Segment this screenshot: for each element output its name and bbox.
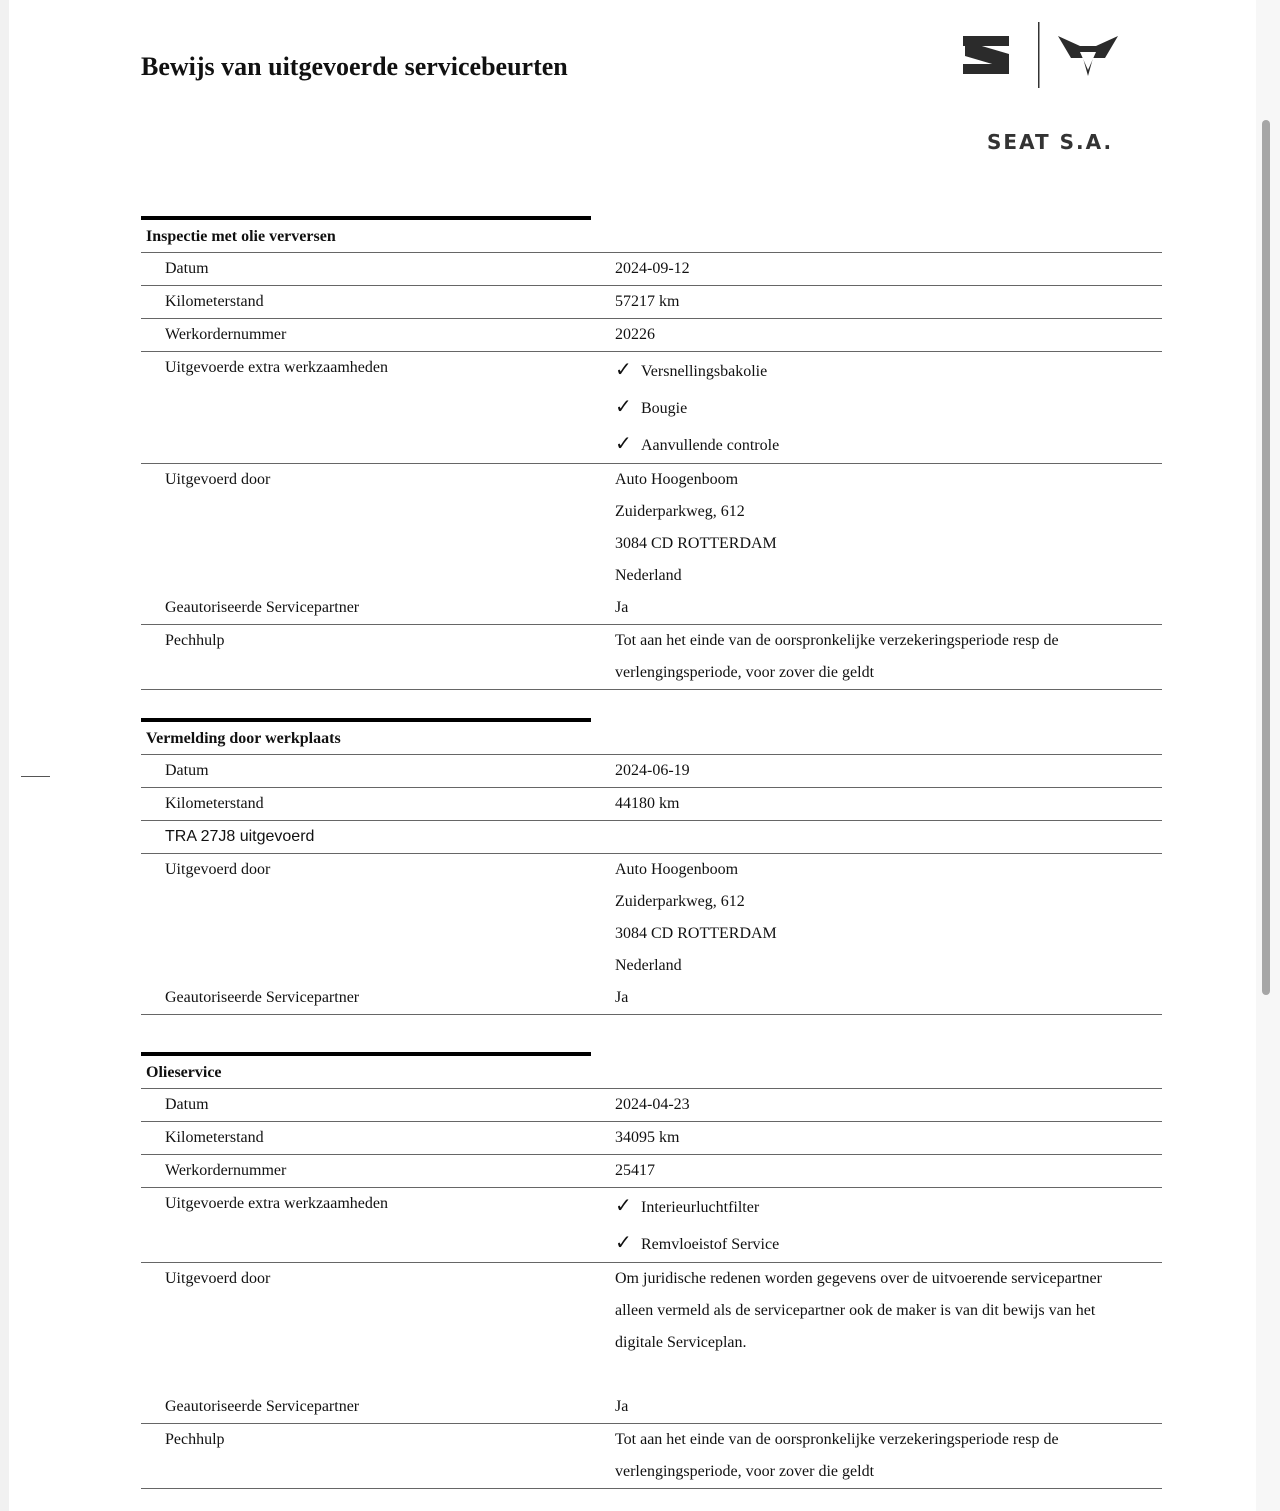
row-label: Werkordernummer <box>165 326 287 343</box>
seat-cupra-logo-icon <box>955 18 1135 128</box>
row-value: 25417 <box>615 1162 655 1179</box>
check-item <box>615 1188 1162 1225</box>
row-value: 34095 km <box>615 1129 680 1146</box>
table-row <box>141 1155 1162 1188</box>
row-value: Ja <box>615 1398 629 1415</box>
cupra-icon-cutout <box>1080 52 1096 70</box>
row-value: 20226 <box>615 326 655 343</box>
row-value: 2024-06-19 <box>615 762 690 779</box>
check-icon: ✓ <box>615 1230 632 1254</box>
workshop-note: TRA 27J8 uitgevoerd <box>165 828 315 845</box>
row-value-line: verlengingsperiode, voor zover die geldt <box>615 1463 875 1480</box>
row-value-line: verlengingsperiode, voor zover die geldt <box>615 664 875 681</box>
service-section <box>141 216 1162 690</box>
row-value: 2024-09-12 <box>615 260 690 277</box>
table-row <box>141 1391 1162 1424</box>
section-title: Olieservice <box>141 1056 1162 1089</box>
address-line: Nederland <box>615 957 682 974</box>
table-row <box>141 286 1162 319</box>
check-icon: ✓ <box>615 357 632 381</box>
table-row <box>141 253 1162 286</box>
row-value: Ja <box>615 989 629 1006</box>
row-label: Datum <box>165 260 209 277</box>
table-row <box>141 319 1162 352</box>
row-label: Werkordernummer <box>165 1162 287 1179</box>
logo-text: SEAT S.A. <box>987 130 1114 154</box>
row-label: Pechhulp <box>165 1431 225 1448</box>
spacer <box>615 1359 1162 1391</box>
scrollbar-thumb[interactable] <box>1262 120 1270 995</box>
section-title: Inspectie met olie verversen <box>141 220 1162 253</box>
service-section <box>141 718 1162 1015</box>
row-label: Kilometerstand <box>165 1129 264 1146</box>
table-row <box>141 352 1162 464</box>
address-line: Auto Hoogenboom <box>615 471 739 488</box>
page-marker <box>21 776 50 777</box>
row-value-line: digitale Serviceplan. <box>615 1334 747 1351</box>
scrollbar-track[interactable] <box>1256 0 1280 1511</box>
check-icon: ✓ <box>615 1193 632 1217</box>
row-label: Geautoriseerde Servicepartner <box>165 1398 360 1415</box>
address-line: Zuiderparkweg, 612 <box>615 893 745 910</box>
table-row <box>141 788 1162 821</box>
row-label: Geautoriseerde Servicepartner <box>165 599 360 616</box>
table-row <box>141 1424 1162 1489</box>
row-label: Kilometerstand <box>165 795 264 812</box>
row-label: Uitgevoerd door <box>165 471 271 488</box>
address-line: Zuiderparkweg, 612 <box>615 503 745 520</box>
check-item-label: Interieurluchtfilter <box>641 1199 760 1216</box>
row-value: Ja <box>615 599 629 616</box>
check-item-label: Remvloeistof Service <box>641 1236 780 1253</box>
seat-logo <box>955 18 1135 154</box>
table-row <box>141 592 1162 625</box>
table-row <box>141 821 1162 854</box>
check-item <box>615 426 1162 463</box>
address-line: 3084 CD ROTTERDAM <box>615 535 777 552</box>
check-icon: ✓ <box>615 431 632 455</box>
seat-s-top-bar <box>963 36 1009 46</box>
check-item <box>615 1225 1162 1262</box>
table-row <box>141 1122 1162 1155</box>
row-label: Pechhulp <box>165 632 225 649</box>
row-label: Geautoriseerde Servicepartner <box>165 989 360 1006</box>
table-row <box>141 1089 1162 1122</box>
row-label: Kilometerstand <box>165 293 264 310</box>
viewer-left-edge <box>0 0 9 1511</box>
row-value: 2024-04-23 <box>615 1096 690 1113</box>
row-value-line: alleen vermeld als de servicepartner ook de maker is van dit bewijs van het <box>615 1302 1096 1319</box>
check-item-label: Versnellingsbakolie <box>641 363 768 380</box>
service-section <box>141 1052 1162 1489</box>
logo-divider <box>1038 22 1040 88</box>
row-value-line: Tot aan het einde van de oorspronkelijke verzekeringsperiode resp de <box>615 632 1059 649</box>
check-icon: ✓ <box>615 394 632 418</box>
row-value: 57217 km <box>615 293 680 310</box>
row-value-line: Tot aan het einde van de oorspronkelijke verzekeringsperiode resp de <box>615 1431 1059 1448</box>
row-label: Uitgevoerde extra werkzaamheden <box>165 359 388 376</box>
table-row <box>141 854 1162 982</box>
address-line: Nederland <box>615 567 682 584</box>
row-value: 44180 km <box>615 795 680 812</box>
section-title: Vermelding door werkplaats <box>141 722 1162 755</box>
row-label: Uitgevoerd door <box>165 1270 271 1287</box>
check-item-label: Aanvullende controle <box>641 437 780 454</box>
table-row <box>141 625 1162 690</box>
check-item <box>615 389 1162 426</box>
check-item-label: Bougie <box>641 400 688 417</box>
row-label: Datum <box>165 1096 209 1113</box>
row-label: Datum <box>165 762 209 779</box>
table-row <box>141 1188 1162 1263</box>
table-row <box>141 982 1162 1015</box>
check-item <box>615 352 1162 389</box>
row-label: Uitgevoerde extra werkzaamheden <box>165 1195 388 1212</box>
address-line: 3084 CD ROTTERDAM <box>615 925 777 942</box>
table-row <box>141 755 1162 788</box>
seat-s-bottom-bar <box>963 64 1009 74</box>
row-label: Uitgevoerd door <box>165 861 271 878</box>
document-title: Bewijs van uitgevoerde servicebeurten <box>141 52 568 81</box>
row-value-line: Om juridische redenen worden gegevens over de uitvoerende servicepartner <box>615 1270 1102 1287</box>
table-row <box>141 464 1162 592</box>
address-line: Auto Hoogenboom <box>615 861 739 878</box>
table-row <box>141 1263 1162 1391</box>
